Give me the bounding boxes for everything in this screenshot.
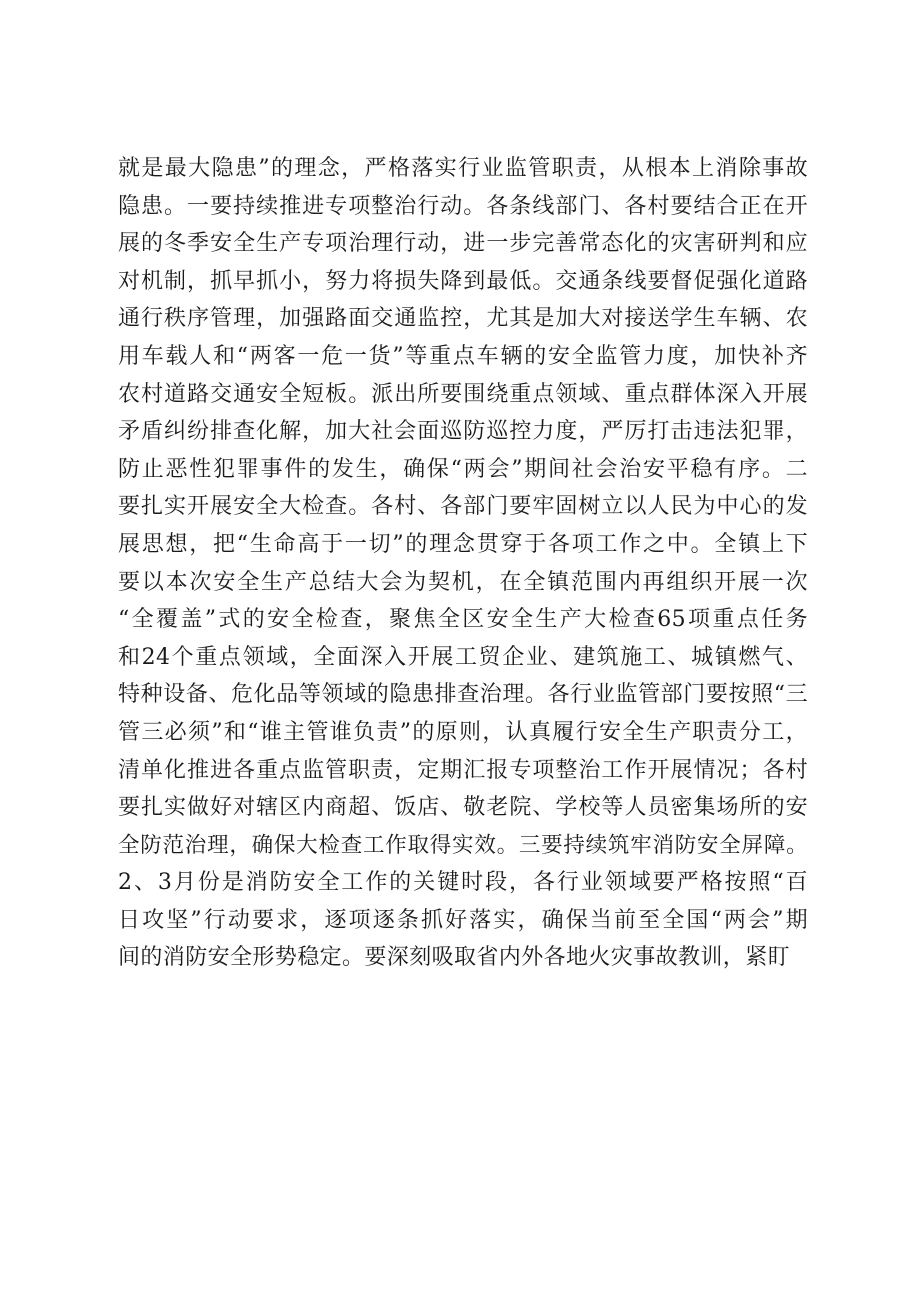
text-line: 要扎实开展安全大检查。各村、各部门要牢固树立以人民为中心的发 — [118, 494, 808, 520]
text-line: 清单化推进各重点监管职责，定期汇报专项整治工作开展情况；各村 — [118, 757, 808, 783]
text-line: 日攻坚”行动要求，逐项逐条抓好落实，确保当前至全国“两会”期 — [118, 907, 808, 933]
text-line: 防止恶性犯罪事件的发生，确保“两会”期间社会治安平稳有序。二 — [118, 456, 808, 482]
text-line: 展的冬季安全生产专项治理行动，进一步完善常态化的灾害研判和应 — [118, 231, 808, 257]
text-line: 间的消防安全形势稳定。要深刻吸取省内外各地火灾事故教训，紧盯 — [118, 945, 791, 971]
text-line: 通行秩序管理，加强路面交通监控，尤其是加大对接送学生车辆、农 — [118, 306, 808, 332]
text-line: 要扎实做好对辖区内商超、饭店、敬老院、学校等人员密集场所的安 — [118, 795, 808, 821]
text-line: 矛盾纠纷排查化解，加大社会面巡防巡控力度，严厉打击违法犯罪， — [118, 419, 808, 445]
text-line: 2、3月份是消防安全工作的关键时段，各行业领域要严格按照“百 — [118, 870, 808, 896]
text-line: 隐患。一要持续推进专项整治行动。各条线部门、各村要结合正在开 — [118, 193, 808, 219]
text-line: 管三必须”和“谁主管谁负责”的原则，认真履行安全生产职责分工， — [118, 719, 808, 745]
text-line: 和24个重点领域，全面深入开展工贸企业、建筑施工、城镇燃气、 — [118, 644, 808, 670]
text-line: 农村道路交通安全短板。派出所要围绕重点领域、重点群体深入开展 — [118, 381, 808, 407]
text-line: 就是最大隐患”的理念，严格落实行业监管职责，从根本上消除事故 — [118, 156, 808, 181]
text-line: 要以本次安全生产总结大会为契机，在全镇范围内再组织开展一次 — [118, 569, 808, 595]
text-line: 全防范治理，确保大检查工作取得实效。三要持续筑牢消防安全屏障。 — [118, 832, 808, 858]
text-line: “全覆盖”式的安全检查，聚焦全区安全生产大检查65项重点任务 — [118, 607, 808, 633]
text-line: 对机制，抓早抓小，努力将损失降到最低。交通条线要督促强化道路 — [118, 268, 808, 294]
text-line: 展思想，把“生命高于一切”的理念贯穿于各项工作之中。全镇上下 — [118, 531, 808, 557]
text-line: 特种设备、危化品等领域的隐患排查治理。各行业监管部门要按照“三 — [118, 682, 808, 708]
text-line: 用车载人和“两客一危一货”等重点车辆的安全监管力度，加快补齐 — [118, 343, 808, 369]
body-paragraph — [118, 150, 808, 977]
